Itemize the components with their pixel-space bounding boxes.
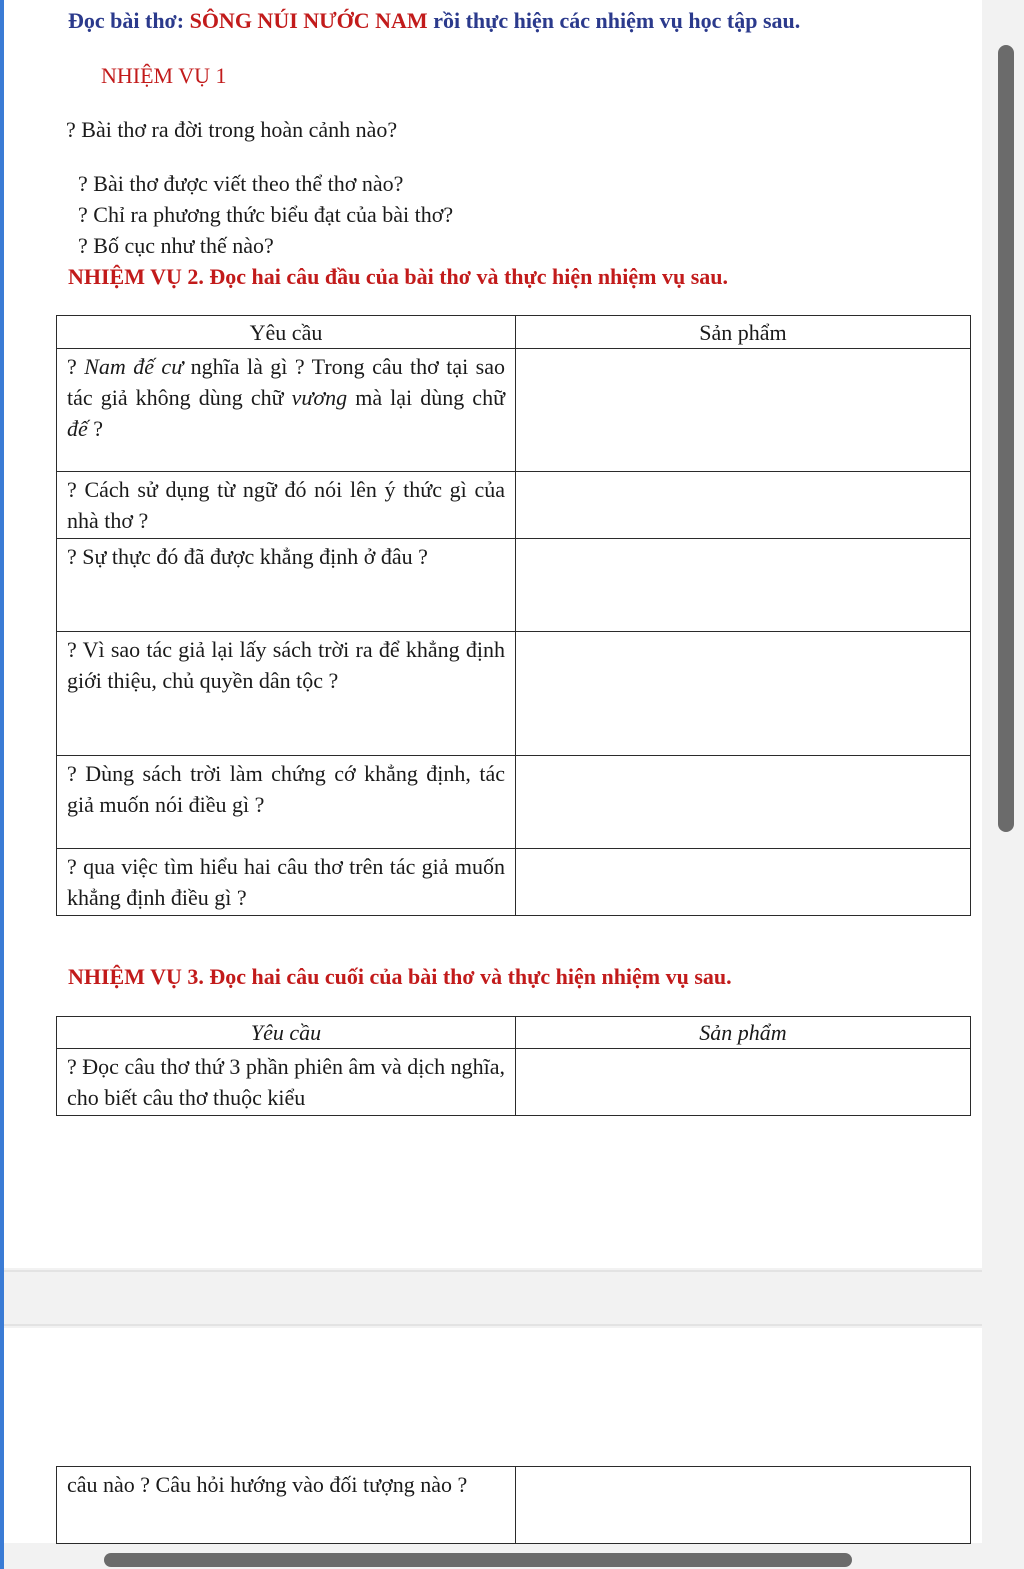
table-row: [57, 1467, 971, 1544]
mission-3-title: NHIỆM VỤ 3. Đọc hai câu cuối của bài thơ và thực hiện nhiệm vụ sau.: [68, 964, 732, 989]
horizontal-scrollbar[interactable]: [104, 1553, 852, 1567]
product-cell[interactable]: [516, 632, 971, 756]
instruction-heading: [68, 8, 800, 34]
mission-1-question: ? Chỉ ra phương thức biểu đạt của bài thơ?: [78, 202, 454, 227]
requirement-cell: ? Nam đế cư nghĩa là gì ? Trong câu thơ tại sao tác giả không dùng chữ vương mà lại dùng chữ đế ?: [57, 349, 516, 472]
mission-1-question: ? Bài thơ ra đời trong hoàn cảnh nào?: [66, 117, 398, 142]
page-break-bottom: [4, 1324, 982, 1326]
table-row: [57, 849, 971, 916]
requirement-cell: ? Cách sử dụng từ ngữ đó nói lên ý thức gì của nhà thơ ?: [57, 472, 516, 539]
table-row: [57, 756, 971, 849]
mission-3-table-continued: [56, 1466, 971, 1544]
table-header-row: [57, 316, 971, 349]
product-cell[interactable]: [516, 472, 971, 539]
requirement-cell: ? Dùng sách trời làm chứng cớ khẳng định, tác giả muốn nói điều gì ?: [57, 756, 516, 849]
requirement-cell: ? Đọc câu thơ thứ 3 phần phiên âm và dịch nghĩa, cho biết câu thơ thuộc kiểu: [57, 1049, 516, 1116]
product-cell[interactable]: [516, 349, 971, 472]
mission-2-title: NHIỆM VỤ 2. Đọc hai câu đầu của bài thơ và thực hiện nhiệm vụ sau.: [68, 264, 729, 289]
instruction-suffix: rồi thực hiện các nhiệm vụ học tập sau.: [427, 8, 801, 33]
poem-title: SÔNG NÚI NƯỚC NAM: [189, 8, 428, 33]
table-row: [57, 632, 971, 756]
mission-1-question: ? Bố cục như thế nào?: [78, 233, 274, 258]
header-product: Sản phẩm: [516, 316, 971, 349]
requirement-cell: ? Vì sao tác giả lại lấy sách trời ra để khẳng định giới thiệu, chủ quyền dân tộc ?: [57, 632, 516, 756]
product-cell[interactable]: [516, 539, 971, 632]
product-cell[interactable]: [516, 1049, 971, 1116]
table-row: [57, 472, 971, 539]
product-cell[interactable]: [516, 1467, 971, 1544]
requirement-cell: ? qua việc tìm hiểu hai câu thơ trên tác giả muốn khẳng định điều gì ?: [57, 849, 516, 916]
table-row: [57, 1049, 971, 1116]
mission-3-table: [56, 1016, 971, 1116]
table-header-row: [57, 1017, 971, 1049]
product-cell[interactable]: [516, 849, 971, 916]
header-requirement: Yêu cầu: [57, 316, 516, 349]
page-break-top: [4, 1270, 982, 1272]
header-product: Sản phẩm: [516, 1017, 971, 1049]
header-requirement: Yêu cầu: [57, 1017, 516, 1049]
vertical-scrollbar[interactable]: [998, 45, 1014, 832]
table-row: [57, 349, 971, 472]
mission-1-question: ? Bài thơ được viết theo thể thơ nào?: [78, 171, 404, 196]
mission-1-title: NHIỆM VỤ 1: [101, 63, 227, 88]
requirement-cell: câu nào ? Câu hỏi hướng vào đối tượng nào ?: [57, 1467, 516, 1544]
product-cell[interactable]: [516, 756, 971, 849]
requirement-cell: ? Sự thực đó đã được khẳng định ở đâu ?: [57, 539, 516, 632]
instruction-prefix: Đọc bài thơ:: [68, 8, 190, 33]
mission-2-table: [56, 315, 971, 916]
table-row: [57, 539, 971, 632]
